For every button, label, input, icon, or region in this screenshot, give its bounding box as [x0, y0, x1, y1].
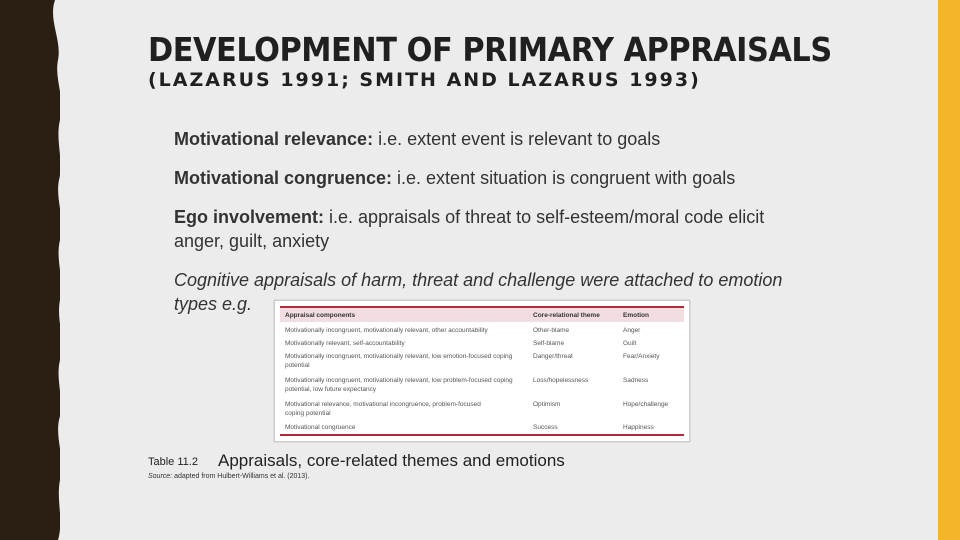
table-cell: potential	[285, 362, 310, 369]
table-cell: Optimism	[533, 401, 561, 408]
table-caption-text: Appraisals, core-related themes and emotions	[218, 451, 565, 470]
source-label: Source:	[148, 473, 173, 480]
table-header-cell: Core-relational theme	[533, 312, 600, 319]
table-header-cell: Emotion	[623, 312, 649, 319]
bullet-text: i.e. appraisals of threat to self-esteem/moral code elicit anger, guilt, anxiety	[174, 207, 765, 251]
table-cell: potential, low future expectancy	[285, 386, 377, 393]
table-caption-number: Table 11.2	[148, 456, 198, 468]
bullet-item	[174, 205, 814, 253]
table-cell: Motivationally relevant, self-accountability	[285, 340, 405, 347]
bullet-item	[174, 127, 814, 151]
table-cell: Anger	[623, 327, 641, 334]
table-cell: Sadness	[623, 377, 649, 384]
table-cell: Motivationally incongruent, motivationally relevant, low problem-focused coping	[285, 377, 513, 384]
bullet-term: Ego involvement:	[174, 207, 325, 227]
table-cell: Success	[533, 424, 558, 431]
table-cell: Motivational relevance, motivational incongruence, problem-focused	[285, 401, 481, 408]
slide-subtitle: (LAZARUS 1991; SMITH AND LAZARUS 1993)	[148, 69, 701, 91]
table-cell: Self-blame	[533, 340, 565, 347]
table-cell: Other-blame	[533, 327, 570, 334]
table-header-cell: Appraisal components	[285, 312, 356, 319]
appraisal-table	[274, 300, 690, 442]
table-cell: Loss/hopelessness	[533, 377, 589, 384]
source-text: adapted from Hulbert-Williams et al. (2013).	[172, 473, 310, 480]
right-accent-band	[938, 0, 960, 540]
left-decorative-band	[0, 0, 60, 540]
table-cell: Hope/challenge	[623, 401, 669, 408]
bullet-term: Motivational congruence:	[174, 168, 393, 188]
italic-note: Cognitive appraisals of harm, threat and challenge were attached to emotion types e.g.	[174, 270, 783, 314]
slide-title: DEVELOPMENT OF PRIMARY APPRAISALS	[148, 30, 832, 69]
bullet-item	[174, 166, 814, 190]
bullet-text: i.e. extent event is relevant to goals	[373, 129, 661, 149]
bullet-term: Motivational relevance:	[174, 129, 374, 149]
table-cell: Happiness	[623, 424, 654, 431]
table-cell: Motivationally incongruent, motivationally relevant, other accountability	[285, 327, 488, 334]
table-cell: Motivational congruence	[285, 424, 356, 431]
table-source	[148, 473, 309, 480]
table-cell: Fear/Anxiety	[623, 353, 660, 360]
table-cell: Guilt	[623, 340, 637, 347]
bullet-text: i.e. extent situation is congruent with goals	[392, 168, 736, 188]
table-bottom-rule	[280, 434, 684, 436]
table-cell: coping potential	[285, 410, 331, 417]
table-cell: Motivationally incongruent, motivationally relevant, low emotion-focused coping	[285, 353, 513, 360]
table-cell: Danger/threat	[533, 353, 573, 360]
